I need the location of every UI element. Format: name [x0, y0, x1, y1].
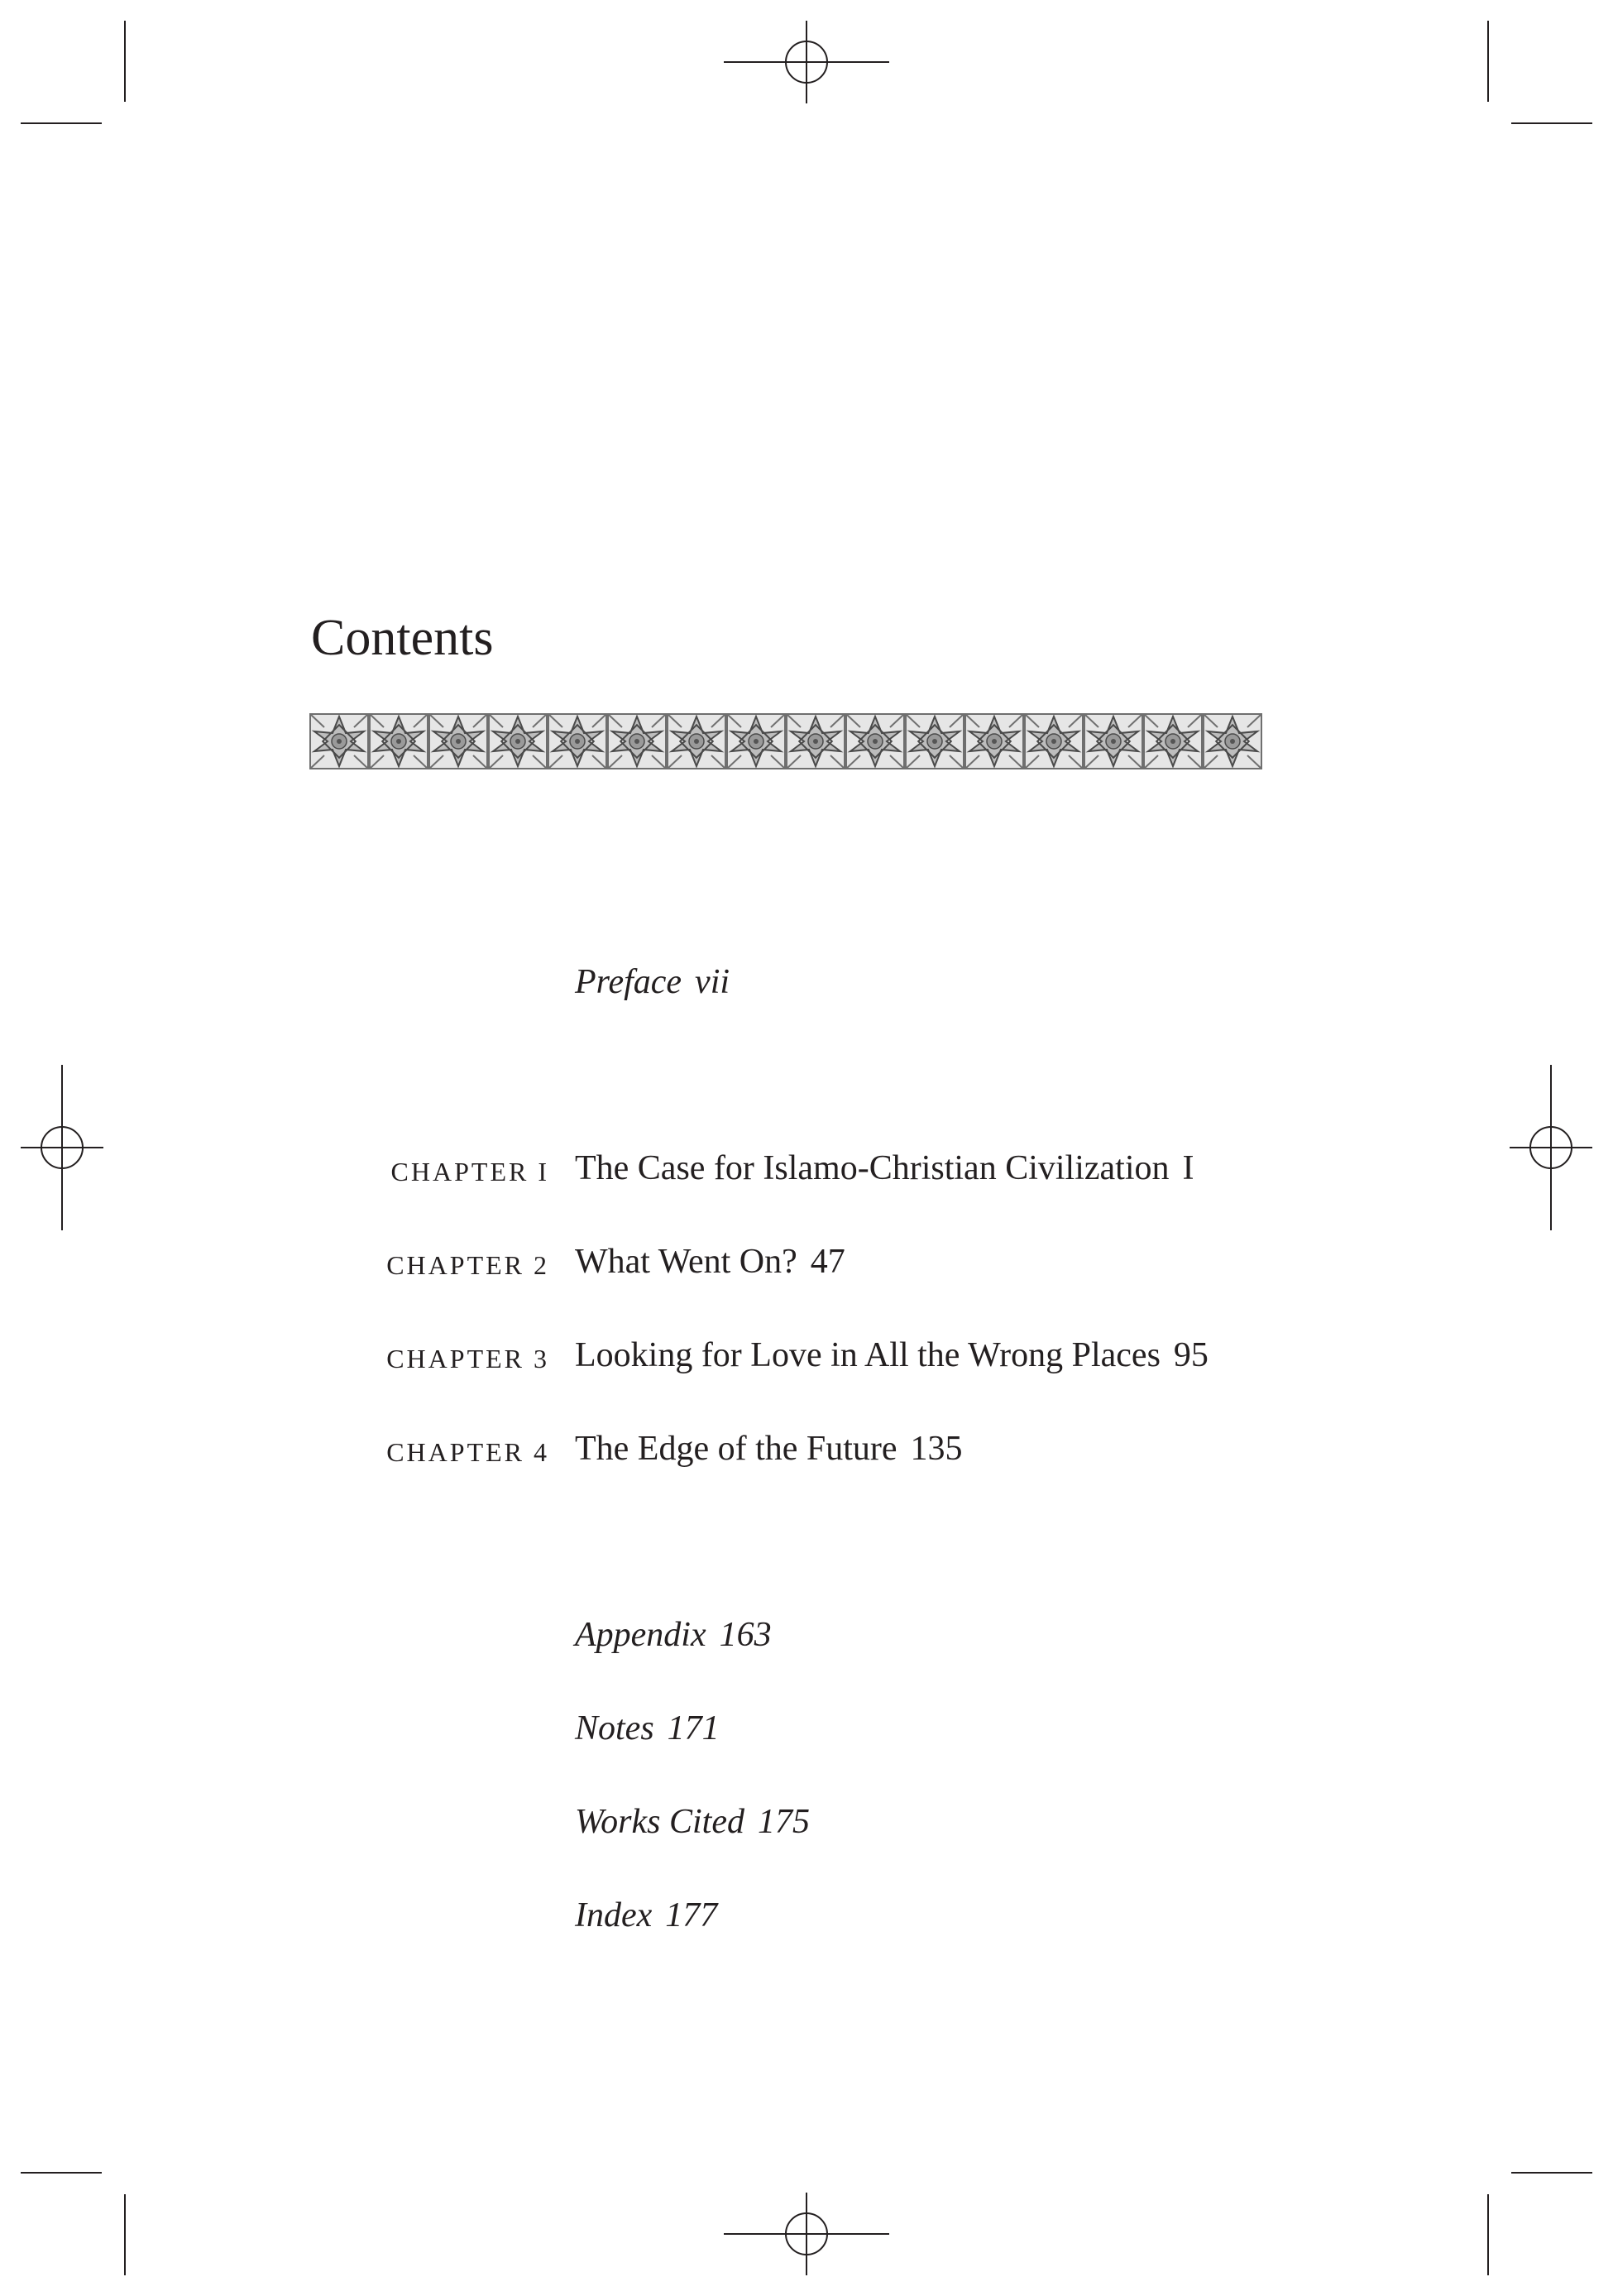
- toc-entry-page: vii: [695, 963, 730, 1001]
- toc-entry-chapter-1[interactable]: [575, 1151, 1194, 1186]
- toc-entry-page: 47: [810, 1243, 845, 1281]
- toc-entry-title: Looking for Love in All the Wrong Places: [575, 1336, 1161, 1374]
- toc-entry-title: What Went On?: [575, 1243, 797, 1281]
- toc-entry-notes[interactable]: [575, 1711, 720, 1746]
- toc-entry-page: 177: [665, 1896, 718, 1934]
- toc-entry-page: I: [1182, 1149, 1194, 1187]
- registration-mark-top: [724, 21, 889, 103]
- toc-entry-title: Notes: [575, 1709, 654, 1747]
- toc-entry-works-cited[interactable]: [575, 1805, 810, 1839]
- toc-entry-title: Index: [575, 1896, 653, 1934]
- toc-entry-title: The Case for Islamo-Christian Civilization: [575, 1149, 1170, 1187]
- toc-entry-page: 171: [667, 1709, 720, 1747]
- toc-entry-page: 163: [719, 1616, 772, 1654]
- ornamental-border: [309, 713, 1262, 769]
- toc-entry-title: Preface: [575, 963, 682, 1001]
- registration-mark-right: [1510, 1065, 1592, 1230]
- toc-entry-page: 135: [910, 1430, 963, 1468]
- toc-entry-appendix[interactable]: [575, 1618, 772, 1652]
- toc-entry-title: The Edge of the Future: [575, 1430, 897, 1468]
- toc-entry-preface[interactable]: [575, 965, 730, 999]
- chapter-label-3: CHAPTER 3: [386, 1344, 549, 1373]
- chapter-label-1: CHAPTER I: [390, 1157, 549, 1186]
- toc-entry-title: Works Cited: [575, 1803, 744, 1841]
- chapter-label-4: CHAPTER 4: [386, 1437, 549, 1467]
- toc-entry-chapter-4[interactable]: [575, 1431, 963, 1466]
- registration-mark-left: [21, 1065, 103, 1230]
- toc-entry-chapter-3[interactable]: [575, 1338, 1209, 1373]
- toc-entry-chapter-2[interactable]: [575, 1244, 845, 1279]
- registration-mark-bottom: [724, 2193, 889, 2275]
- page-title: Contents: [311, 610, 494, 666]
- toc-entry-index[interactable]: [575, 1898, 717, 1933]
- toc-entry-page: 175: [757, 1803, 810, 1841]
- chapter-label-2: CHAPTER 2: [386, 1250, 549, 1280]
- toc-entry-title: Appendix: [575, 1616, 706, 1654]
- toc-entry-page: 95: [1173, 1336, 1209, 1374]
